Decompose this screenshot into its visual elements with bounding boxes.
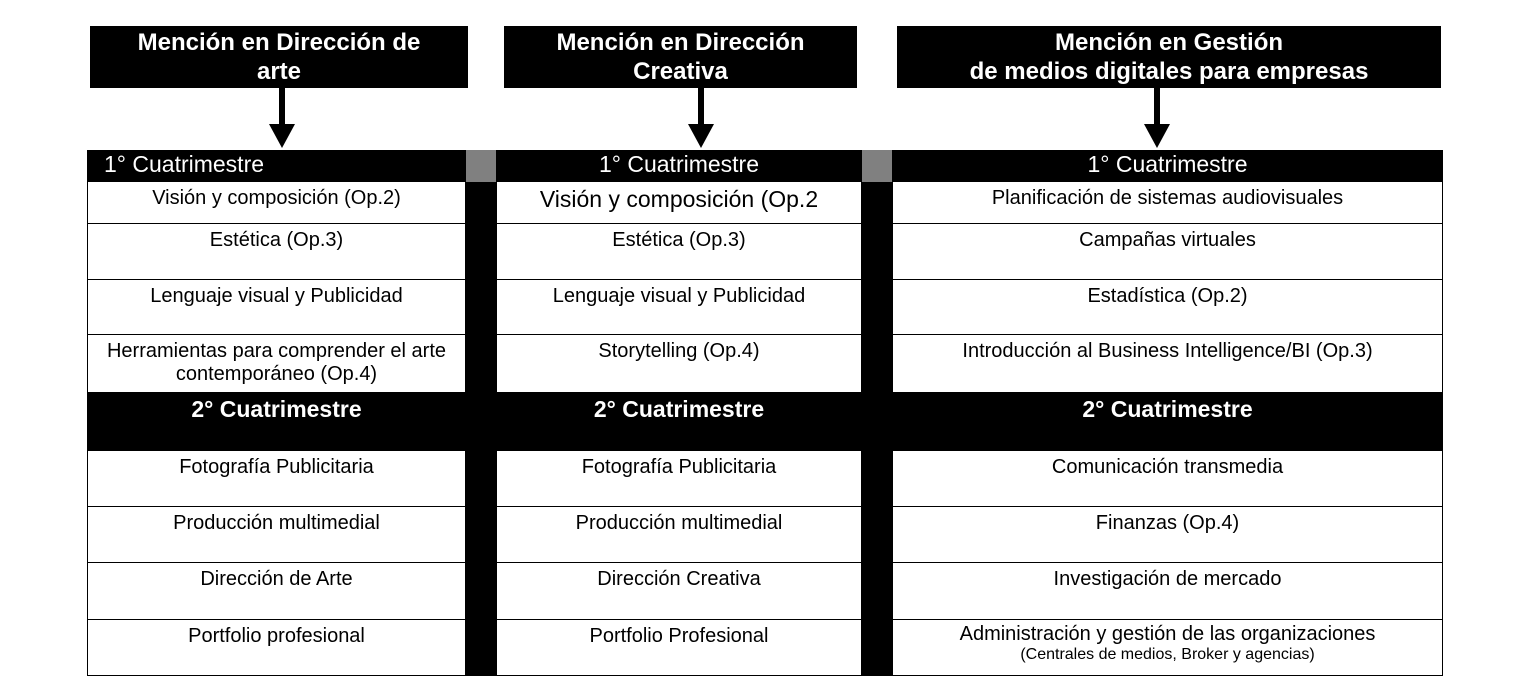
header-direccion-creativa: [504, 26, 857, 88]
header-line: de medios digitales para empresas: [969, 58, 1369, 85]
header-direccion-arte: [90, 26, 468, 88]
header-gestion-medios: [897, 26, 1441, 88]
table-cell: Fotografía Publicitaria: [87, 451, 466, 507]
table-cell: Estética (Op.3): [496, 224, 862, 280]
header-line: arte: [256, 58, 302, 85]
header-line: Mención en Dirección: [556, 29, 805, 56]
table-cell: Estética (Op.3): [87, 224, 466, 280]
table-cell: Portfolio profesional: [87, 620, 466, 676]
header-line: Mención en Dirección de: [137, 29, 421, 56]
table-cell: Comunicación transmedia: [892, 451, 1443, 507]
table-cell: Fotografía Publicitaria: [496, 451, 862, 507]
arrow-down-icon: [267, 88, 297, 148]
table-cell: Lenguaje visual y Publicidad: [87, 280, 466, 335]
semester-1-title: 1° Cuatrimestre: [87, 150, 466, 182]
table-cell: Introducción al Business Intelligence/BI (Op.3): [892, 335, 1443, 393]
table-cell: Finanzas (Op.4): [892, 507, 1443, 563]
semester-1-title: 1° Cuatrimestre: [496, 150, 862, 182]
table-cell: Visión y composición (Op.2: [496, 182, 862, 224]
arrow-down-icon: [686, 88, 716, 148]
table-cell: Campañas virtuales: [892, 224, 1443, 280]
table-cell: Investigación de mercado: [892, 563, 1443, 620]
table-cell: Producción multimedial: [496, 507, 862, 563]
column-separator: [466, 150, 496, 676]
cell-note: (Centrales de medios, Broker y agencias): [1020, 646, 1315, 663]
header-line: Creativa: [633, 58, 728, 85]
semester-2-title: 2° Cuatrimestre: [87, 393, 466, 451]
table-cell: Portfolio Profesional: [496, 620, 862, 676]
table-cell: Storytelling (Op.4): [496, 335, 862, 393]
column-separator: [862, 150, 892, 676]
table-cell: Lenguaje visual y Publicidad: [496, 280, 862, 335]
table-cell: Estadística (Op.2): [892, 280, 1443, 335]
table-cell: Visión y composición (Op.2): [87, 182, 466, 224]
table-cell: [892, 620, 1443, 676]
arrow-down-icon: [1142, 88, 1172, 148]
semester-2-title: 2° Cuatrimestre: [496, 393, 862, 451]
semester-2-title: 2° Cuatrimestre: [892, 393, 1443, 451]
header-line: Mención en Gestión: [1054, 29, 1284, 56]
table-cell: Planificación de sistemas audiovisuales: [892, 182, 1443, 224]
table-cell: Dirección Creativa: [496, 563, 862, 620]
table-cell: Dirección de Arte: [87, 563, 466, 620]
semester-1-title: 1° Cuatrimestre: [892, 150, 1443, 182]
table-cell: Producción multimedial: [87, 507, 466, 563]
table-cell: Herramientas para comprender el arte contemporáneo (Op.4): [87, 335, 466, 393]
cell-main-text: Administración y gestión de las organizaciones: [959, 623, 1376, 645]
